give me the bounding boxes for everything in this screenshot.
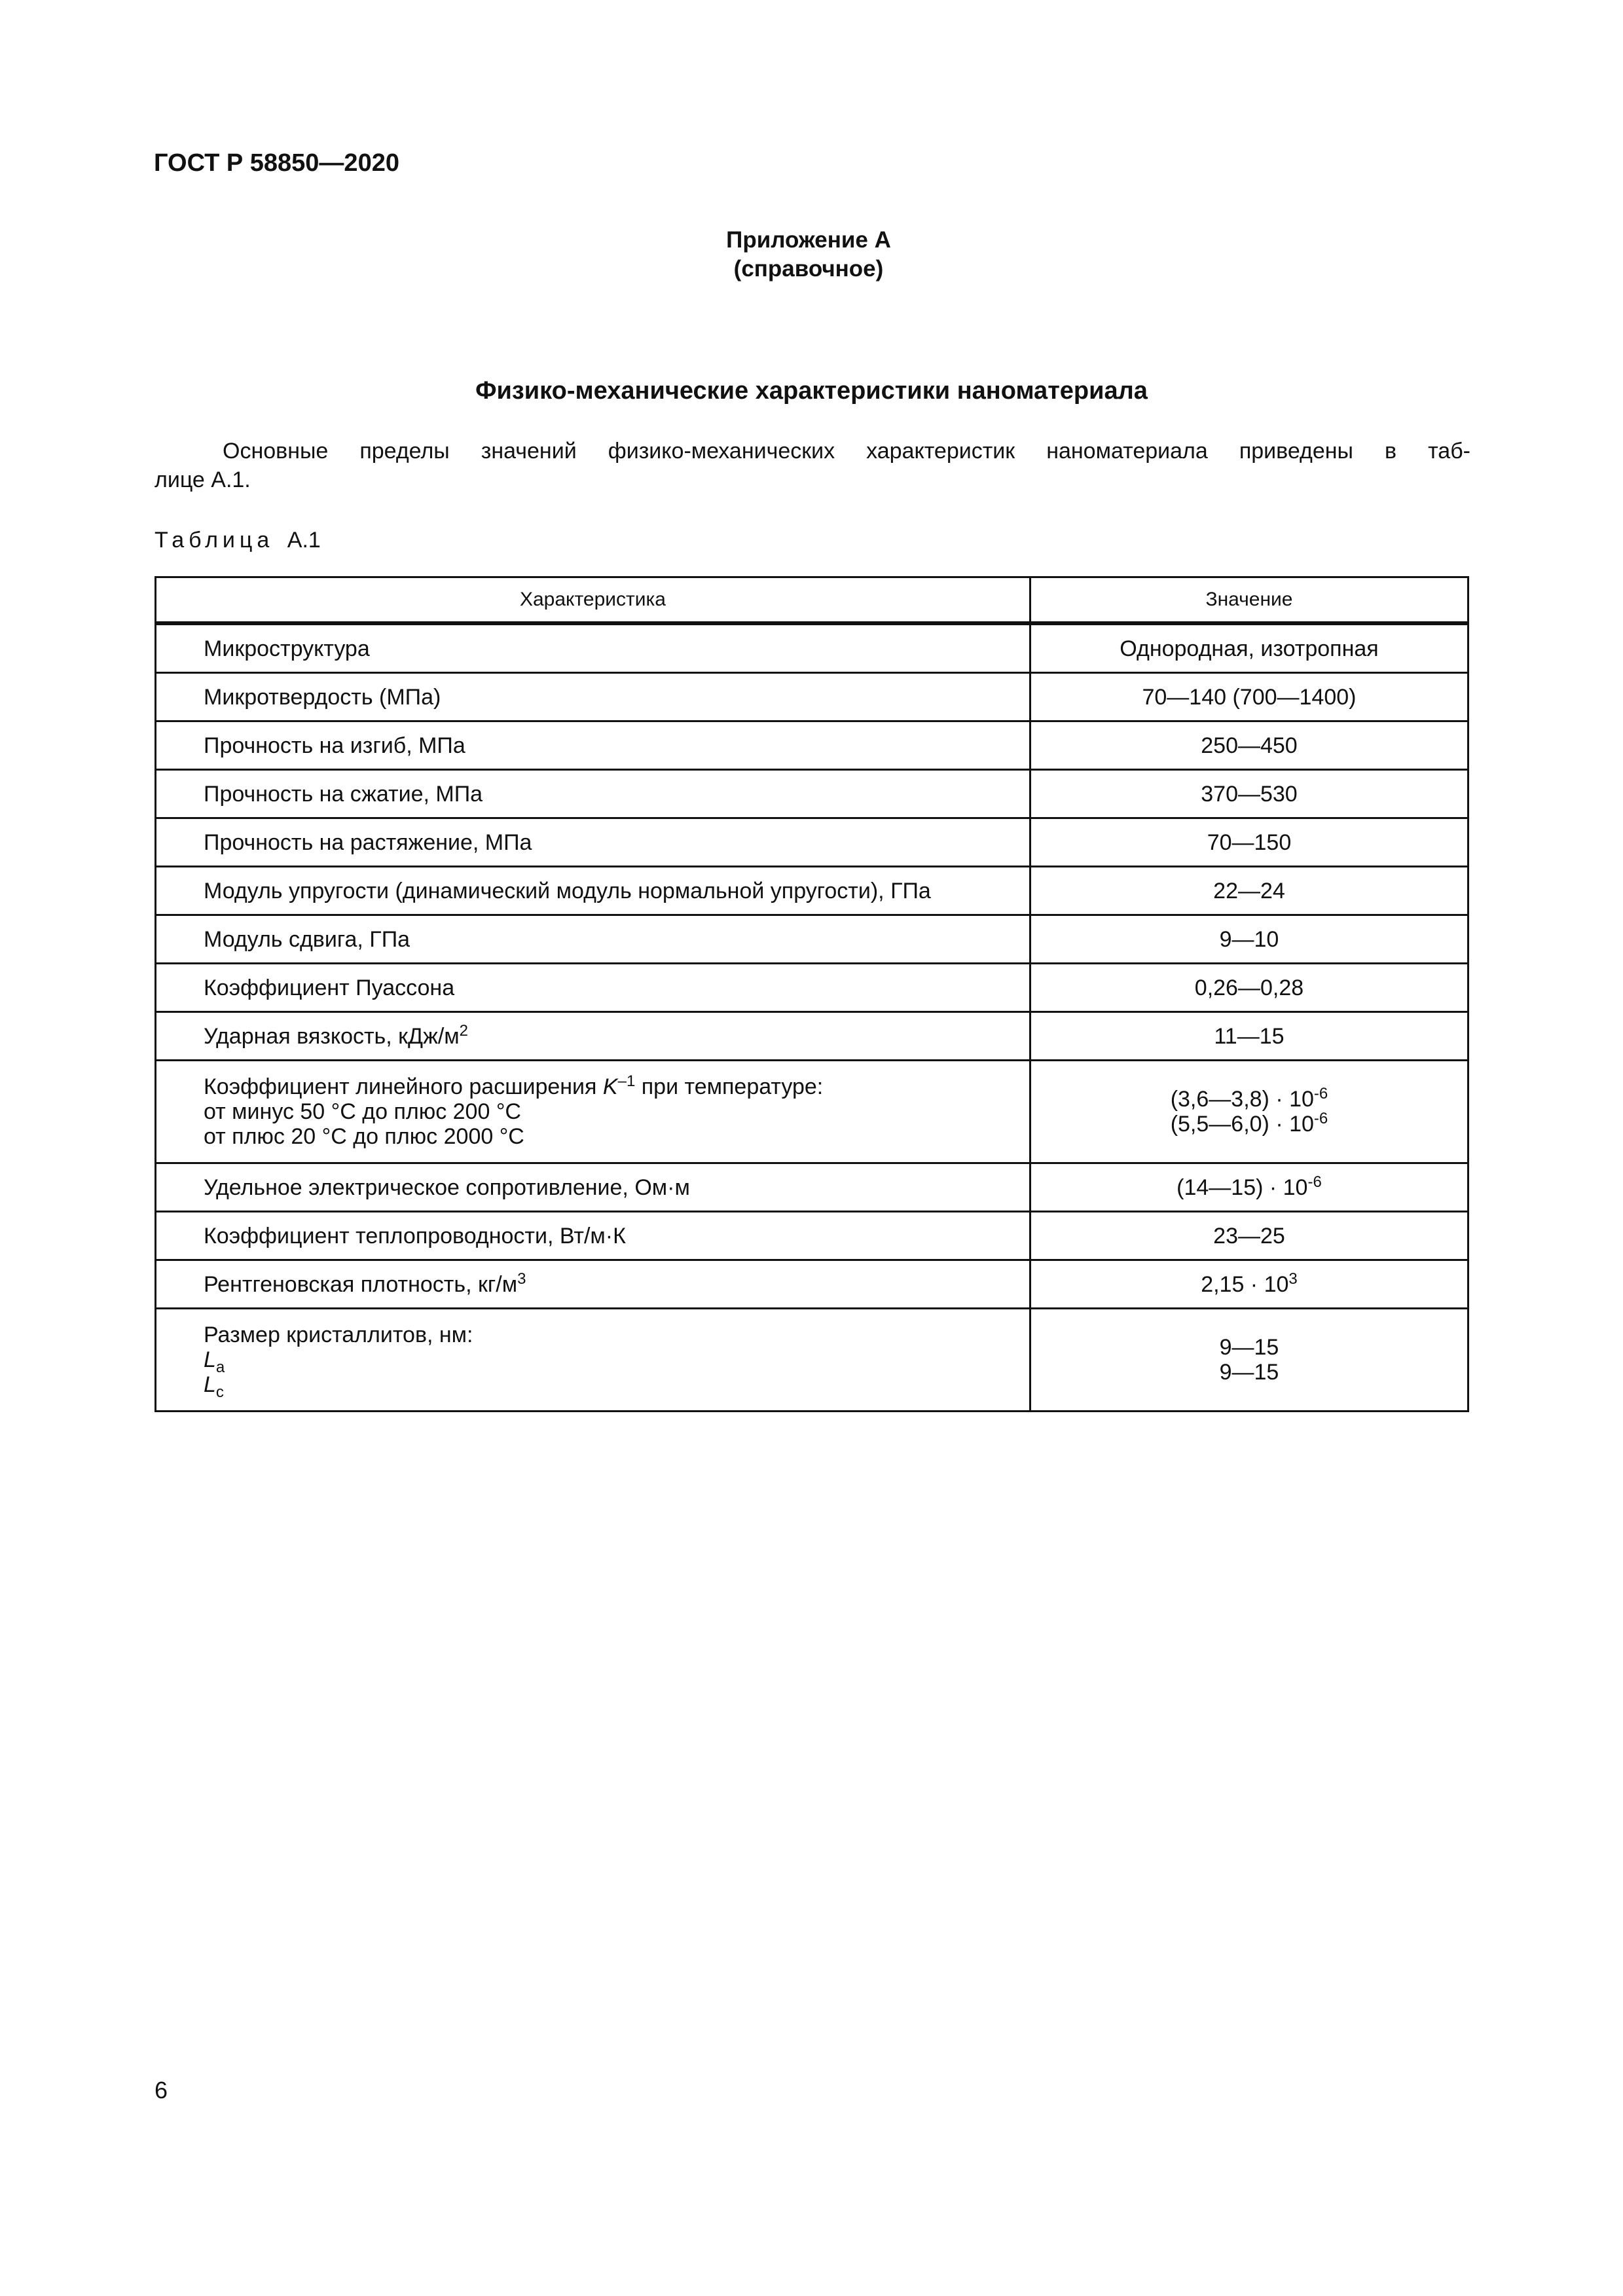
- page-number: 6: [155, 2077, 168, 2104]
- property-value: [1030, 1309, 1468, 1412]
- variable-symbol: L: [204, 1347, 216, 1372]
- property-value: 370—530: [1030, 770, 1468, 818]
- table-caption-word: Таблица: [155, 528, 274, 553]
- sub-value: [1031, 1112, 1467, 1137]
- property-value: Однородная, изотропная: [1030, 623, 1468, 673]
- property-value: 9—10: [1030, 915, 1468, 964]
- intro-paragraph: [155, 437, 1470, 494]
- sub-value-text: (3,6—3,8) · 10: [1170, 1087, 1314, 1112]
- property-name-text: Рентгеновская плотность, кг/м: [204, 1271, 518, 1297]
- unit-exponent: 2: [459, 1021, 468, 1040]
- sub-value: 9—15: [1219, 1360, 1279, 1385]
- table-row: [156, 721, 1468, 770]
- table-row: [156, 623, 1468, 673]
- document-code: ГОСТ Р 58850—2020: [154, 149, 399, 177]
- property-name: Коэффициент теплопроводности, Вт/м·К: [156, 1212, 1030, 1260]
- table-row: [156, 964, 1468, 1012]
- table-row: [156, 1012, 1468, 1061]
- value-exponent: -6: [1313, 1110, 1328, 1127]
- property-value-text: 2,15 · 10: [1201, 1271, 1289, 1297]
- table-row: [156, 818, 1468, 867]
- property-name: [156, 1061, 1030, 1163]
- property-name: Модуль сдвига, ГПа: [156, 915, 1030, 964]
- property-value: 11—15: [1030, 1012, 1468, 1061]
- intro-line-1: Основные пределы значений физико-механических характеристик наноматериала приведены в таб-: [223, 439, 1470, 464]
- property-value: [1030, 1260, 1468, 1309]
- table-caption-number: А.1: [287, 528, 321, 553]
- property-value: 250—450: [1030, 721, 1468, 770]
- property-value: 70—140 (700—1400): [1030, 673, 1468, 721]
- property-name: Удельное электрическое сопротивление, Ом·м: [156, 1163, 1030, 1212]
- variable-symbol: K: [602, 1074, 618, 1099]
- table-row: [156, 1309, 1468, 1412]
- property-value: [1030, 1061, 1468, 1163]
- property-name-tail: при температуре:: [635, 1074, 824, 1099]
- value-exponent: -6: [1307, 1173, 1322, 1191]
- property-value: 23—25: [1030, 1212, 1468, 1260]
- unit-exponent: –1: [617, 1072, 636, 1090]
- property-name-text: Коэффициент линейного расширения: [204, 1074, 603, 1099]
- intro-line-2: лице А.1.: [155, 467, 251, 492]
- table-row: [156, 1260, 1468, 1309]
- table-row: [156, 1212, 1468, 1260]
- table-row: [156, 1163, 1468, 1212]
- property-name: Коэффициент Пуассона: [156, 964, 1030, 1012]
- annex-title: Приложение А: [726, 227, 891, 253]
- property-name: [156, 1260, 1030, 1309]
- annex-status: (справочное): [733, 256, 884, 282]
- sub-condition: [204, 1372, 1029, 1401]
- annex-heading: [710, 226, 907, 283]
- sub-condition: от плюс 20 °С до плюс 2000 °С: [204, 1124, 524, 1149]
- table-header-row: [156, 577, 1468, 624]
- table-row: [156, 867, 1468, 915]
- header-property: Характеристика: [156, 577, 1030, 624]
- table-caption: [155, 528, 321, 553]
- table-row: [156, 915, 1468, 964]
- property-name: [156, 1012, 1030, 1061]
- section-title: Физико-механические характеристики наноматериала: [475, 377, 1148, 405]
- property-name: [156, 1309, 1030, 1412]
- property-name: Модуль упругости (динамический модуль нормальной упругости), ГПа: [156, 867, 1030, 915]
- table-row: [156, 1061, 1468, 1163]
- value-exponent: 3: [1288, 1269, 1298, 1288]
- variable-subscript: c: [215, 1383, 224, 1401]
- sub-value-text: (5,5—6,0) · 10: [1170, 1112, 1314, 1137]
- unit-exponent: 3: [517, 1269, 526, 1288]
- property-name: Микротвердость (МПа): [156, 673, 1030, 721]
- sub-condition: [204, 1347, 1029, 1376]
- property-value: 0,26—0,28: [1030, 964, 1468, 1012]
- header-value: Значение: [1030, 577, 1468, 624]
- sub-value: 9—15: [1219, 1335, 1279, 1360]
- property-name: Прочность на растяжение, МПа: [156, 818, 1030, 867]
- property-value-text: (14—15) · 10: [1176, 1175, 1308, 1200]
- property-name: Прочность на изгиб, МПа: [156, 721, 1030, 770]
- value-exponent: -6: [1313, 1085, 1328, 1102]
- property-name-text: Размер кристаллитов, нм:: [204, 1322, 473, 1347]
- property-name: Прочность на сжатие, МПа: [156, 770, 1030, 818]
- property-name: Микроструктура: [156, 623, 1030, 673]
- property-value: 70—150: [1030, 818, 1468, 867]
- property-value: 22—24: [1030, 867, 1468, 915]
- property-name-text: Ударная вязкость, кДж/м: [204, 1023, 460, 1049]
- table-row: [156, 770, 1468, 818]
- sub-condition: от минус 50 °С до плюс 200 °С: [204, 1099, 521, 1124]
- properties-table: [155, 576, 1469, 1412]
- property-value: [1030, 1163, 1468, 1212]
- sub-value: [1031, 1087, 1467, 1112]
- variable-subscript: a: [215, 1358, 225, 1376]
- table-row: [156, 673, 1468, 721]
- variable-symbol: L: [204, 1372, 216, 1397]
- property-name-line: [204, 1074, 1029, 1099]
